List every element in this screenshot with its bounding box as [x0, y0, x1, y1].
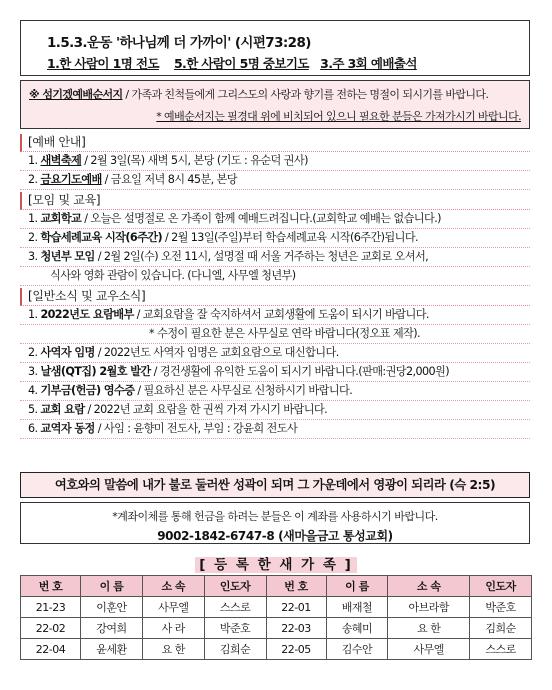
list-item	[20, 248, 530, 267]
notice-line-1	[29, 86, 488, 102]
list-item-text: 1.	[28, 212, 41, 225]
account-note: *계좌이체를 통해 헌금을 하려는 분들은 이 계좌를 사용하시기 바랍니다.	[112, 510, 438, 523]
section-worship	[20, 134, 530, 190]
list-item-text: / 2022년 교회 요람을 한 권씩 가져 가시기 바랍니다.	[84, 403, 328, 416]
campaign-title-box	[20, 20, 530, 76]
new-family-table	[20, 575, 532, 660]
bible-verse: 여호와의 말씀에 내가 불로 둘러싼 성곽이 되며 그 가운데에서 영광이 되리라 (슥 2:5)	[54, 478, 496, 492]
list-item-text: 1.	[28, 308, 41, 321]
table-row	[21, 618, 532, 639]
list-item-text: 교회학교	[40, 212, 82, 225]
list-item-text: 2022년도 요람배부	[40, 308, 134, 321]
table-cell: 김수안	[326, 639, 388, 660]
list-item-text: 교회 요람	[40, 403, 85, 416]
table-cell: 강여희	[81, 618, 143, 639]
list-item-text: 청년부 모임	[40, 250, 95, 263]
list-item-text: / 2022년도 사역자 임명은 교회요람으로 대신합니다.	[94, 346, 339, 359]
goal-intercession: 5.한 사람이 5명 중보기도	[173, 56, 309, 71]
list-item-text: / 사임 : 윤향미 전도사, 부임 : 강윤희 전도사	[94, 422, 298, 435]
list-item-text: 2.	[28, 346, 41, 359]
table-cell: 아브라함	[388, 597, 470, 618]
campaign-title: 1.5.3.운동 '하나님께 더 가까이' (시편73:28)	[47, 35, 311, 51]
list-item	[20, 344, 530, 363]
section-meetings	[20, 192, 530, 286]
list-item-text: / 필요하신 분은 사무실로 신청하시기 바랍니다.	[134, 384, 353, 397]
list-item	[20, 171, 530, 190]
table-cell: 22-03	[266, 618, 326, 639]
list-item-text: / 오늘은 설명절로 온 가족이 함께 예배드려집니다.(교회학교 예배는 없습니다.)	[81, 212, 441, 225]
table-cell: 박준호	[204, 618, 266, 639]
list-item-text: 금요기도예배	[40, 173, 102, 186]
goal-attendance: 3.주 3회 예배출석	[320, 56, 417, 71]
table-cell: 김희순	[470, 618, 532, 639]
list-item-text: 3.	[28, 365, 41, 378]
column-header: 인도자	[204, 576, 266, 597]
section-news	[20, 288, 530, 439]
table-cell: 사무엘	[388, 639, 470, 660]
column-header: 소 속	[388, 576, 470, 597]
column-header: 소 속	[142, 576, 204, 597]
goal-evangelism: 1.한 사람이 1명 전도	[47, 56, 159, 71]
table-row	[21, 597, 532, 618]
list-item	[20, 382, 530, 401]
new-family-title: [ 등 록 한 새 가 족 ]	[0, 553, 552, 573]
column-header: 이 름	[326, 576, 388, 597]
table-cell: 요 한	[142, 639, 204, 660]
table-cell: 윤세환	[81, 639, 143, 660]
list-item	[20, 210, 530, 229]
table-cell: 21-23	[21, 597, 81, 618]
list-item-text: 기부금(헌금) 영수증	[40, 384, 135, 397]
list-item-text: 1.	[28, 154, 41, 167]
list-item-text: 4.	[28, 384, 41, 397]
list-item-text: 2.	[28, 173, 41, 186]
list-item-text: / 경건생활에 유익한 도움이 되시기 바랍니다.(판매:권당2,000원)	[150, 365, 449, 378]
list-item-text: 날샘(QT집) 2월호 발간	[40, 365, 151, 378]
offering-account-box	[20, 502, 530, 544]
section-header: [일반소식 및 교우소식]	[20, 288, 530, 306]
notice-label: ※ 섬기겠예배순서지	[29, 88, 123, 101]
section-header: [예배 안내]	[20, 134, 530, 152]
list-item	[20, 420, 530, 439]
table-cell: 22-04	[21, 639, 81, 660]
list-item-note: * 수정이 필요한 분은 사무실로 연락 바랍니다(정오표 제작).	[20, 325, 530, 344]
list-item	[20, 306, 530, 325]
list-item-text: / 2월 2일(수) 오전 11시, 설명절 때 서울 거주하는 청년은 교회로 오셔서,	[94, 250, 429, 263]
column-header: 번 호	[21, 576, 81, 597]
announcement-list	[20, 132, 530, 439]
list-item-text: 6.	[28, 422, 41, 435]
list-item-continuation: 식사와 영화 관람이 있습니다. (다니엘, 사무엘 청년부)	[20, 267, 530, 286]
list-item-text: / 금요일 저녁 8시 45분, 본당	[101, 173, 237, 186]
list-item-text: 3.	[28, 250, 41, 263]
list-item	[20, 401, 530, 420]
table-cell: 이훈안	[81, 597, 143, 618]
list-item-text: / 2월 13일(주일)부터 학습세례교육 시작(6주간)됩니다.	[162, 231, 418, 244]
table-row	[21, 639, 532, 660]
list-item-text: 새벽축제	[40, 154, 82, 167]
table-cell: 스스로	[204, 597, 266, 618]
list-item-text: / 교회요람을 잘 숙지하셔서 교회생활에 도움이 되시기 바랍니다.	[133, 308, 429, 321]
list-item-text: 학습세례교육 시작(6주간)	[40, 231, 163, 244]
table-cell: 사 라	[142, 618, 204, 639]
list-item-text: 교역자 동정	[40, 422, 95, 435]
table-cell: 배재철	[326, 597, 388, 618]
campaign-goals	[47, 54, 417, 72]
list-item-text: 사역자 임명	[40, 346, 95, 359]
notice-line-2: * 예배순서지는 필경대 위에 비치되어 있으니 필요한 분들은 가져가시기 바랍니다.	[156, 110, 521, 123]
table-header-row	[21, 576, 532, 597]
table-cell: 사무엘	[142, 597, 204, 618]
table-cell: 스스로	[470, 639, 532, 660]
table-cell: 박준호	[470, 597, 532, 618]
list-item	[20, 152, 530, 171]
list-item-text: / 2월 3일(목) 새벽 5시, 본당 (기도 : 유순덕 권사)	[81, 154, 308, 167]
column-header: 인도자	[470, 576, 532, 597]
table-cell: 22-02	[21, 618, 81, 639]
column-header: 이 름	[81, 576, 143, 597]
list-item-text: 5.	[28, 403, 41, 416]
notice-box	[20, 80, 530, 129]
column-header: 번 호	[266, 576, 326, 597]
list-item	[20, 229, 530, 248]
table-cell: 요 한	[388, 618, 470, 639]
table-cell: 22-05	[266, 639, 326, 660]
notice-text: / 가족과 친척들에게 그리스도의 사랑과 향기를 전하는 명절이 되시기를 바랍니다.	[122, 88, 489, 101]
list-item	[20, 363, 530, 382]
table-cell: 22-01	[266, 597, 326, 618]
list-item-text: 2.	[28, 231, 41, 244]
bible-verse-box	[20, 472, 530, 498]
account-number: 9002-1842-6747-8 (새마을금고 통성교회)	[157, 529, 393, 543]
section-header: [모임 및 교육]	[20, 192, 530, 210]
table-cell: 송혜미	[326, 618, 388, 639]
table-cell: 김희순	[204, 639, 266, 660]
